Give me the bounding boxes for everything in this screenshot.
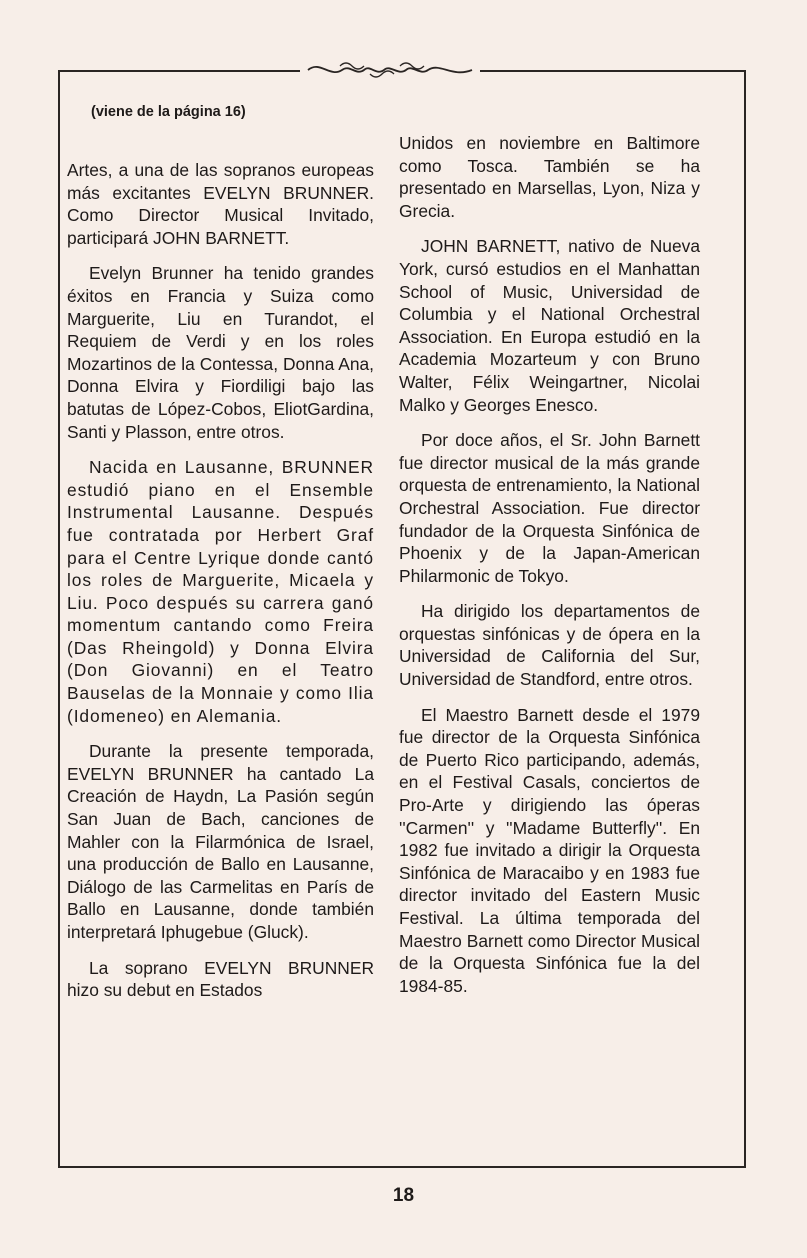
paragraph: Por doce años, el Sr. John Barnett fue director musical de la más grande orquesta de entrenamiento, la National Orchestral Association. Fue director fundador de la Orquesta Sinfónica de Phoenix y de la Japan-American Philarmonic de Tokyo.	[399, 430, 700, 586]
paragraph: Durante la presente temporada, EVELYN BRUNNER ha cantado La Creación de Haydn, La Pasión según San Juan de Bach, canciones de Mahler con la Filarmónica de Israel, una producción de Ballo en Lausanne, Diálogo de las Carmelitas en París de Ballo en Lausanne, donde también interpretará Iphugebue (Gluck).	[67, 741, 374, 942]
continuation-note: (viene de la página 16)	[91, 104, 246, 120]
right-column	[399, 132, 700, 1010]
paragraph: La soprano EVELYN BRUNNER hizo su debut en Estados	[67, 957, 374, 1001]
paragraph: Evelyn Brunner ha tenido grandes éxitos en Francia y Suiza como Marguerite, Liu en Turandot, el Requiem de Verdi y en los roles Mozartinos de la Contessa, Donna Ana, Donna Elvira y Fiordiligi bajo las batutas de López-Cobos, EliotGardina, Santi y Plasson, entre otros.	[67, 263, 374, 442]
paragraph: Nacida en Lausanne, BRUNNER estudió piano en el Ensemble Instrumental Lausanne. Después fue contratada por Herbert Graf para el Centre Lyrique donde cantó los roles de Marguerite, Micaela y Liu. Poco después su carrera ganó momentum cantando como Freira (Das Rheingold) y Donna Elvira (Don Giovanni) en el Teatro Bauselas de la Monnaie y como Ilia (Idomeneo) en Alemania.	[67, 457, 374, 726]
left-column	[67, 159, 374, 1015]
paragraph: Unidos en noviembre en Baltimore como Tosca. También se ha presentado en Marsellas, Lyon, Niza y Grecia.	[399, 133, 700, 221]
page-number: 18	[392, 1185, 415, 1206]
paragraph: Artes, a una de las sopranos europeas más excitantes EVELYN BRUNNER. Como Director Musical Invitado, participará JOHN BARNETT.	[67, 160, 374, 248]
paragraph: JOHN BARNETT, nativo de Nueva York, cursó estudios en el Manhattan School of Music, Universidad de Columbia y el National Orchestral Association. En Europa estudió en la Academia Mozarteum y con Bruno Walter, Félix Weingartner, Nicolai Malko y Georges Enesco.	[399, 236, 700, 415]
paragraph: El Maestro Barnett desde el 1979 fue director de la Orquesta Sinfónica de Puerto Rico participando, además, en el Festival Casals, conciertos de Pro-Arte y dirigiendo las óperas ''Carmen'' y ''Madame Butterfly''. En 1982 fue invitado a dirigir la Orquesta Sinfónica de Maracaibo y en 1983 fue director invitado del Eastern Music Festival. La última temporada del Maestro Barnett como Director Musical de la Orquesta Sinfónica fue la del 1984-85.	[399, 704, 700, 996]
paragraph: Ha dirigido los departamentos de orquestas sinfónicas y de ópera en la Universidad de California del Sur, Universidad de Standford, entre otros.	[399, 601, 700, 690]
ornament-flourish-icon	[300, 52, 480, 88]
